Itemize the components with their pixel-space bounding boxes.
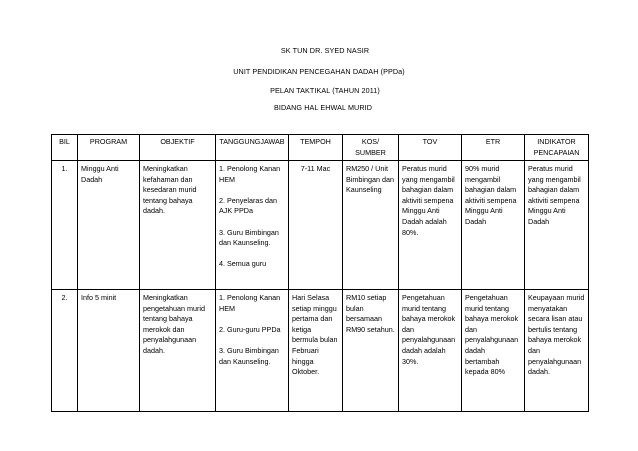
responsibility-item: 1. Penolong Kanan HEM [219,164,281,184]
cell-indikator: Keupayaan murid menyatakan secara lisan atau bertulis tentang bahaya merokok dan penyalahgunaan dadah. [525,290,589,412]
cell-bil: 2. [52,290,78,412]
school-name: SK TUN DR. SYED NASIR [280,46,370,55]
cell-objektif: Meningkatkan kefahaman dan kesedaran murid tentang bahaya dadah. [140,161,216,290]
col-header-tanggungjawab: TANGGUNGJAWAB [216,135,289,161]
cell-tempoh: 7-11 Mac [289,161,343,290]
responsibility-item: 2. Penyelaras dan AJK PPDa [219,195,277,216]
cell-tempoh: Hari Selasa setiap minggu pertama dan ketiga bermula bulan Februari hingga Oktober. [289,290,343,412]
cell-tov: Peratus murid yang mengambil bahagian dalam aktiviti sempena Minggu Anti Dadah adalah 80%. [399,161,462,290]
col-header-bil: BIL [52,135,78,161]
responsibility-item: 1. Penolong Kanan HEM [219,293,281,313]
responsibility-item: 3. Guru Bimbingan dan Kaunseling. [219,227,279,248]
col-header-tov: TOV [399,135,462,161]
col-header-objektif: OBJEKTIF [140,135,216,161]
table-header-row [52,135,589,161]
cell-program: Info 5 minit [78,290,140,412]
responsibility-item: 3. Guru Bimbingan dan Kaunseling. [219,345,279,366]
responsibility-item: 2. Guru-guru PPDa [219,324,281,334]
col-header-tempoh: TEMPOH [289,135,343,161]
responsibility-item: 4. Semua guru [219,259,267,269]
cell-bil: 1. [52,161,78,290]
cell-objektif: Meningkatkan pengetahuan murid tentang bahaya merokok dan penyalahgunaan dadah. [140,290,216,412]
table-row [52,161,589,290]
plan-title: PELAN TAKTIKAL (TAHUN 2011) [270,86,380,95]
cell-etr: 90% murid mengambil bahagian dalam aktiviti sempena Minggu Anti Dadah [462,161,525,290]
cell-indikator: Peratus murid yang mengambil bahagian dalam aktiviti sempena Minggu Anti Dadah [525,161,589,290]
cell-tanggungjawab [216,290,289,412]
cell-program: Minggu Anti Dadah [78,161,140,290]
tactical-plan-table [51,134,589,412]
col-header-program: PROGRAM [78,135,140,161]
field-title: BIDANG HAL EHWAL MURID [273,103,373,112]
col-header-indikator: INDIKATOR PENCAPAIAN [525,135,589,161]
cell-kos: RM10 setiap bulan bersamaan RM90 setahun. [343,290,399,412]
col-header-kos: KOS/ SUMBER [343,135,399,161]
unit-title: UNIT PENDIDIKAN PENCEGAHAN DADAH (PPDa) [233,67,405,76]
col-header-etr: ETR [462,135,525,161]
cell-tanggungjawab [216,161,289,290]
cell-etr: Pengetahuan murid tentang bahaya merokok dan penyalahgunaan dadah bertambah kepada 80% [462,290,525,412]
table-row [52,290,589,412]
cell-tov: Pengetahuan murid tentang bahaya merokok dan penyalahgunaan dadah adalah 30%. [399,290,462,412]
cell-kos: RM250 / Unit Bimbingan dan Kaunseling [343,161,399,290]
